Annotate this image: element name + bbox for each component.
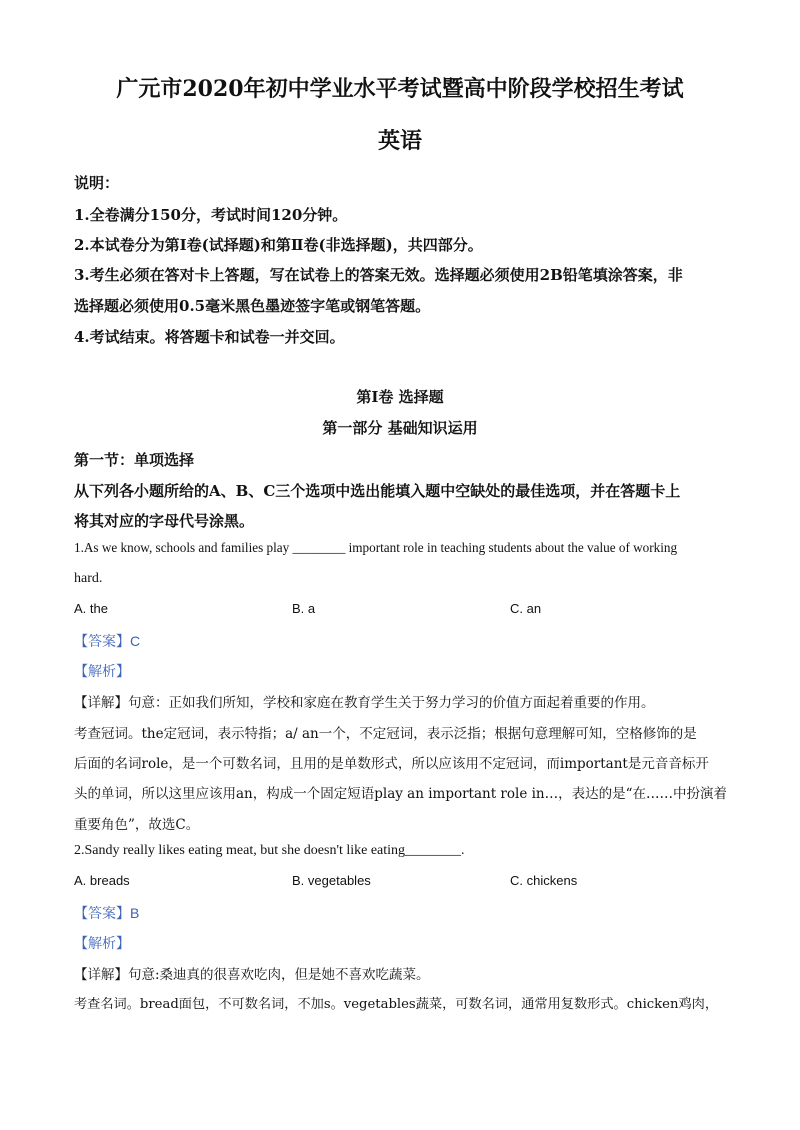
option-a (74, 601, 108, 616)
part-heading: 第一部分 基础知识运用 (322, 419, 478, 437)
option-letter: A. (74, 873, 87, 888)
question-stem: 2.Sandy really likes eating meat, but she doesn't like eating________. (74, 843, 465, 858)
subsection-heading: 第一节：单项选择 (74, 451, 195, 469)
option-text: breads (89, 873, 130, 888)
instructions-heading: 说明： (74, 174, 120, 192)
option-letter: C. (510, 873, 523, 888)
directions-line: 将其对应的字母代号涂黑。 (74, 512, 255, 530)
option-text: a (307, 601, 316, 616)
option-c (510, 601, 541, 616)
answer-value: C (130, 633, 141, 649)
option-b (292, 873, 371, 888)
option-b (292, 601, 315, 616)
instruction-item: 4.考试结束。将答题卡和试卷一并交回。 (74, 328, 345, 346)
option-text: an (526, 601, 542, 616)
detail-line: 头的单词，所以这里应该用an，构成一个固定短语play an important role in…，表达的是“在……中扮演着 (74, 786, 728, 802)
exam-title: 广元市2020年初中学业水平考试暨高中阶段学校招生考试 (116, 76, 684, 102)
option-letter: C. (510, 601, 523, 616)
subject-title: 英语 (377, 128, 422, 154)
answer-line (74, 631, 140, 651)
option-text: the (89, 601, 108, 616)
option-text: vegetables (307, 873, 371, 888)
analysis-label: 【解析】 (74, 935, 130, 951)
option-letter: B. (292, 601, 305, 616)
detail-line: 考查名词。bread面包，不可数名词，不加s。vegetables蔬菜，可数名词，通常用复数形式。chicken鸡肉， (74, 997, 719, 1012)
answer-label: 【答案】 (74, 905, 130, 921)
option-letter: B. (292, 873, 305, 888)
answer-label: 【答案】 (74, 633, 130, 649)
directions-line: 从下列各小题所给的A、B、C三个选项中选出能填入题中空缺处的最佳选项，并在答题卡上 (74, 482, 681, 500)
instruction-item: 1.全卷满分150分，考试时间120分钟。 (74, 206, 348, 224)
detail-line: 后面的名词role，是一个可数名词，且用的是单数形式，所以应该用不定冠词，而important是元音音标开 (74, 756, 709, 772)
answer-line (74, 903, 139, 923)
option-text: chickens (526, 873, 578, 888)
detail-line: 【详解】句意:桑迪真的很喜欢吃肉，但是她不喜欢吃蔬菜。 (74, 967, 430, 983)
detail-line: 重要角色”，故选C。 (74, 817, 200, 833)
question-stem: hard. (74, 571, 103, 586)
option-c (510, 873, 577, 888)
instruction-item: 2.本试卷分为第Ⅰ卷(试择题)和第Ⅱ卷(非选择题)，共四部分。 (74, 236, 483, 254)
detail-line: 考查冠词。the定冠词，表示特指；a/ an一个，不定冠词，表示泛指；根据句意理解可知，空格修饰的是 (74, 726, 697, 742)
analysis-label: 【解析】 (74, 663, 130, 679)
option-a (74, 873, 130, 888)
volume-heading: 第Ⅰ卷 选择题 (356, 388, 444, 406)
detail-line: 【详解】句意：正如我们所知，学校和家庭在教育学生关于努力学习的价值方面起着重要的作用。 (74, 695, 655, 711)
instruction-item: 3.考生必须在答对卡上答题，写在试卷上的答案无效。选择题必须使用2B铅笔填涂答案，非 (74, 266, 683, 284)
option-letter: A. (74, 601, 87, 616)
answer-value: B (130, 905, 140, 921)
instruction-item: 选择题必须使用0.5毫米黑色墨迹签字笔或钢笔答题。 (74, 297, 431, 315)
question-stem: 1.As we know, schools and families play ________ important role in teaching students about the value of working (74, 540, 678, 555)
